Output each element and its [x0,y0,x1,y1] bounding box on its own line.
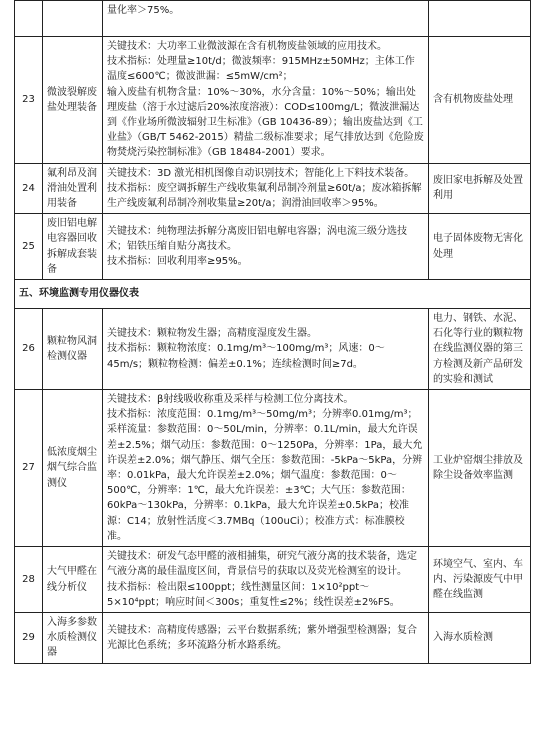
table-row [15,37,531,164]
tech-description [103,163,429,214]
table-body [15,1,531,664]
tech-description [103,214,429,280]
section-heading: 五、环境监测专用仪器仪表 [15,280,531,309]
row-number: 23 [15,37,43,164]
tech-paragraph: 关键技术：β射线吸收称重及采样与检测工位分离技术。 [107,394,354,406]
tech-paragraph: 关键技术：高精度传感器；云平台数据系统；紫外增强型检测器；复合光源比色系统；多环流路分析水路系统。 [107,624,417,651]
table-row [15,309,531,390]
application-field: 电力、钢铁、水泥、石化等行业的颗粒物在线监测仪器的第三方检测及新产品研发的实验和测试 [429,309,531,390]
equipment-name: 大气甲醛在线分析仪 [43,547,103,613]
equipment-name: 入海多参数水质检测仪器 [43,612,103,663]
tech-paragraph: 关键技术：颗粒物发生器；高精度湿度发生器。 [107,328,317,340]
tech-paragraph: 技术指标：浓度范围：0.1mg/m³～50mg/m³；分辨率0.01mg/m³；采样流量：参数范围：0～50L/min，分辨率：0.1L/min，最大允许误差±2.5%；烟气动压：参数范围：0～1250Pa，分辨率：1Pa，最大允许误差±2.0%；烟气静压、烟气全压：参数范围：-5kPa～5kPa，分辨率：0.01kPa，最大允许误差±2.0%；烟气温度：参数范围：0～500℃，分辨率：1℃，最大允许误差：±3℃；大气压：参数范围：60kPa～130kPa，分辨率：0.1kPa，最大允许误差±0.5kPa；校准源：C14；放射性活度＜3.7MBq（100uCi）；校准方式：标准膜校准。 [107,409,423,542]
application-field: 电子固体废物无害化处理 [429,214,531,280]
application-field: 废旧家电拆解及处置利用 [429,163,531,214]
tech-paragraph: 关键技术：研发气态甲醛的液相捕集，研究气液分离的技术装备，选定气液分离的最佳温度区间，背景信号的获取以及荧光检测室的设计。 [107,551,417,578]
tech-paragraph: 关键技术：大功率工业微波源在含有机物废盐领域的应用技术。 [107,41,387,52]
tech-description: 量化率＞75%。 [103,1,429,37]
section-row [15,280,531,309]
tech-description [103,37,429,164]
equipment-name: 氟利昂及润滑油处置利用装备 [43,163,103,214]
row-number: 24 [15,163,43,214]
row-number: 27 [15,390,43,547]
table-row [15,214,531,280]
tech-paragraph: 输入废盐有机物含量：10%～30%，水分含量：10%～50%；输出处理废盐（溶于水过滤后20%浓度溶液）：COD≤100mg/L；微波泄漏达到《作业场所微波辐射卫生标准》（GB 10436-89）；输出废盐达到《工业盐》（GB/T 5462-2015）精盐二级标准要求；尾气排放达到《危险废物焚烧污染控制标准》（GB 18484-2001）要求。 [107,86,424,159]
tech-paragraph: 关键技术：纯物理法拆解分离废旧铝电解电容器；涡电流三级分选技术；铝铁压缩自贴分离技术。 [107,225,407,253]
application-field: 环境空气、室内、车内、污染源废气中甲醛在线监测 [429,547,531,613]
equipment-name [43,1,103,37]
row-number: 29 [15,612,43,663]
equipment-name: 废旧铝电解电容器回收拆解成套装备 [43,214,103,280]
row-number: 26 [15,309,43,390]
tech-description [103,309,429,390]
table-row [15,163,531,214]
tech-paragraph: 技术指标：颗粒物浓度：0.1mg/m³～100mg/m³；风速：0～45m/s；颗粒物检测：偏差±0.1%；连续检测时间≥7d。 [107,343,385,370]
tech-paragraph: 技术指标：检出限≤100ppt；线性测量区间：1×10²ppt～5×10⁴ppt；响应时间＜300s；重复性≤2%；线性误差±2%FS。 [107,581,400,608]
application-field [429,1,531,37]
row-number: 28 [15,547,43,613]
application-field: 入海水质检测 [429,612,531,663]
row-number [15,1,43,37]
equipment-table [14,0,531,664]
equipment-name: 微波裂解废盐处理装备 [43,37,103,164]
tech-description [103,390,429,547]
tech-description [103,612,429,663]
tech-paragraph: 技术指标：废空调拆解生产线收集氟利昂制冷剂量≥60t/a；废冰箱拆解生产线废氟利昂制冷剂收集量≥20t/a；润滑油回收率＞95%。 [107,182,422,210]
table-row [15,612,531,663]
tech-paragraph: 技术指标：回收利用率≥95%。 [107,256,248,268]
tech-description [103,547,429,613]
application-field: 含有机物废盐处理 [429,37,531,164]
equipment-name: 颗粒物风洞检测仪器 [43,309,103,390]
tech-paragraph: 关键技术：3D 激光相机图像自动识别技术；智能化上下料技术装备。 [107,167,415,179]
table-row [15,547,531,613]
application-field: 工业炉窑烟尘排放及除尘设备效率监测 [429,390,531,547]
table-row [15,390,531,547]
tech-paragraph: 技术指标：处理量≥10t/d；微波频率：915MHz±50MHz；主体工作温度≤600℃；微波泄漏：≤5mW/cm²； [107,56,415,83]
table-row [15,1,531,37]
equipment-name: 低浓度烟尘烟气综合监测仪 [43,390,103,547]
row-number: 25 [15,214,43,280]
